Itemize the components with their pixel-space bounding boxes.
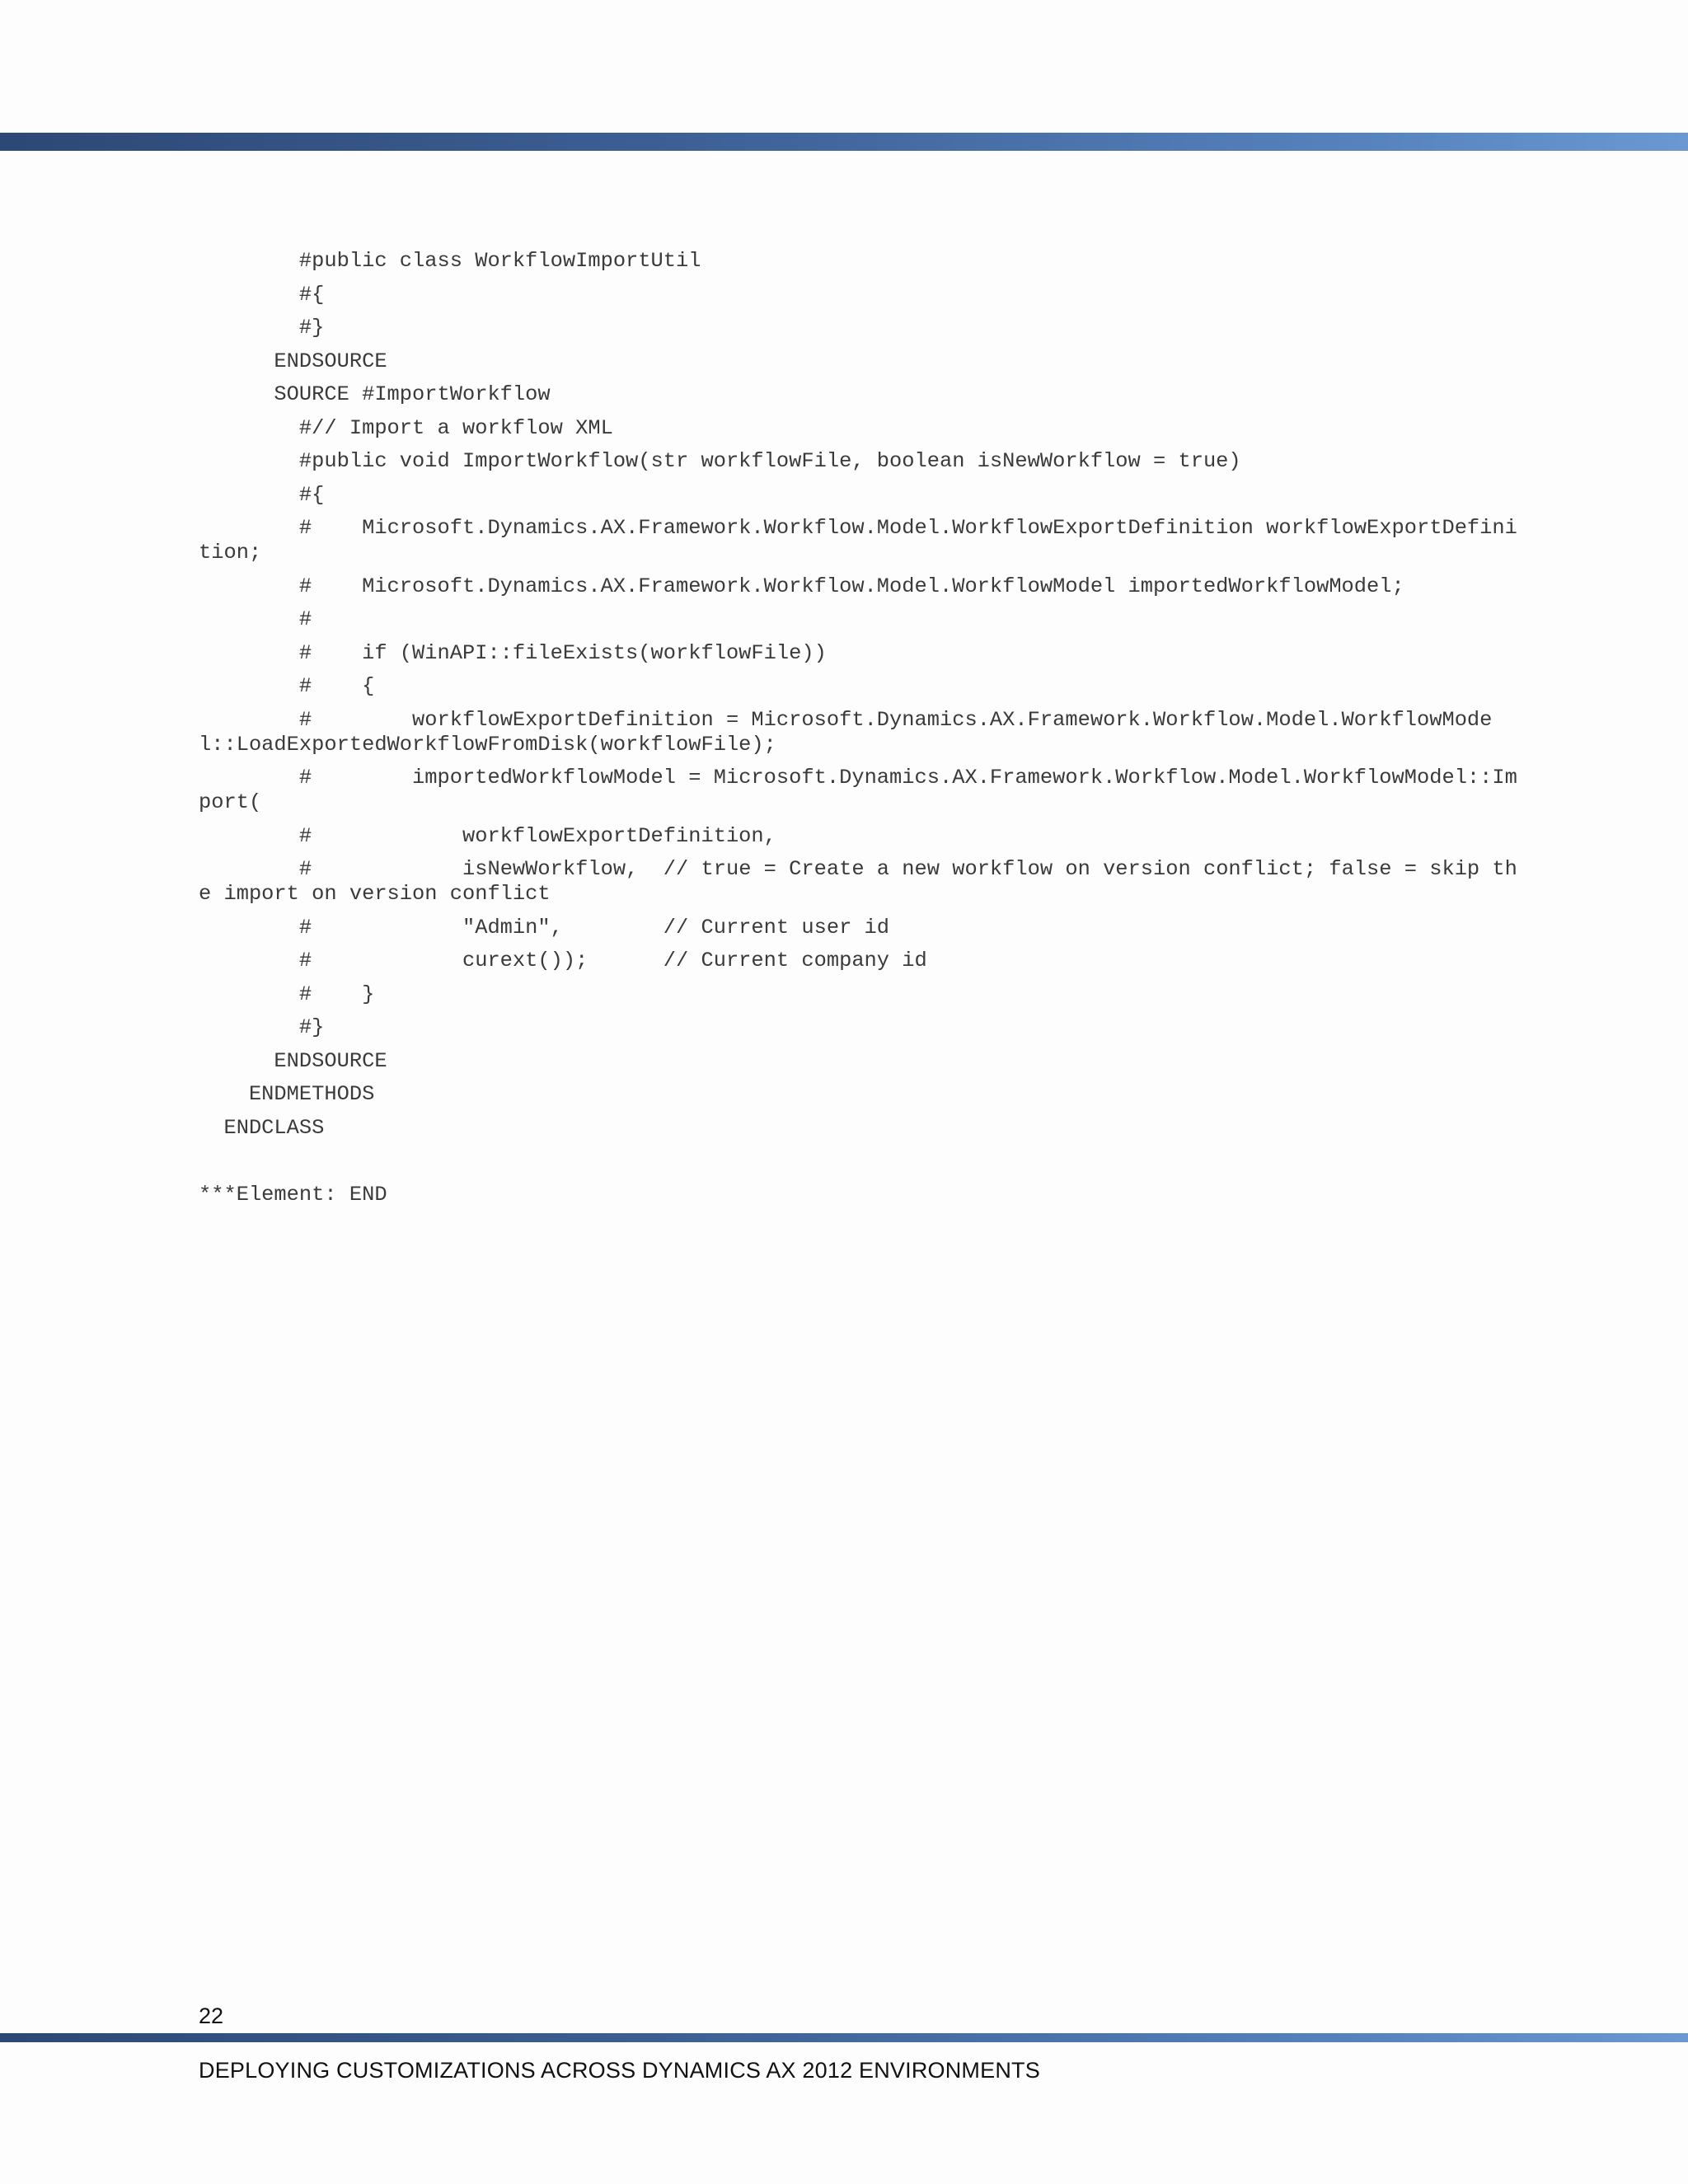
code-line: #{ [199,282,325,307]
code-line: # if (WinAPI::fileExists(workflowFile)) [199,640,827,665]
code-line: # Microsoft.Dynamics.AX.Framework.Workflow.Model.WorkflowExportDefinition workflowExportDefinition; [199,516,1517,565]
code-line: # curext()); // Current company id [199,949,927,972]
code-line: ENDCLASS [199,1115,325,1140]
code-line: # workflowExportDefinition = Microsoft.Dynamics.AX.Framework.Workflow.Model.WorkflowModel::LoadExportedWorkflowFromDisk(workflowFile); [199,707,1493,757]
code-line: # isNewWorkflow, // true = Create a new workflow on version conflict; false = skip the import on version conflict [199,857,1517,906]
code-line: #public void ImportWorkflow(str workflowFile, boolean isNewWorkflow = true) [199,449,1241,473]
code-line: # [199,607,312,631]
code-line: #} [199,316,325,340]
code-line: ENDSOURCE [199,1048,387,1073]
code-line: ***Element: END [199,1182,387,1207]
code-line: # workflowExportDefinition, [199,823,776,848]
footer-band [0,2033,1688,2042]
code-line: #} [199,1015,325,1039]
code-line: ENDMETHODS [199,1082,375,1106]
code-line: ENDSOURCE [199,349,387,373]
code-line: # Microsoft.Dynamics.AX.Framework.Workflow.Model.WorkflowModel importedWorkflowModel; [199,574,1404,598]
code-line: # "Admin", // Current user id [199,915,890,940]
code-line: SOURCE #ImportWorkflow [199,382,551,406]
code-line: # importedWorkflowModel = Microsoft.Dynamics.AX.Framework.Workflow.Model.WorkflowModel::Import( [199,766,1517,814]
code-line: #public class WorkflowImportUtil [199,249,701,273]
code-line: # { [199,674,375,698]
header-band [0,133,1688,151]
document-title: DEPLOYING CUSTOMIZATIONS ACROSS DYNAMICS AX 2012 ENVIRONMENTS [199,2058,1040,2083]
code-listing [199,249,1517,1216]
page-number: 22 [199,2004,224,2028]
code-line: #// Import a workflow XML [199,415,613,440]
code-line-blank [199,1149,1517,1174]
code-line: #{ [199,482,325,507]
code-line: # } [199,982,375,1006]
